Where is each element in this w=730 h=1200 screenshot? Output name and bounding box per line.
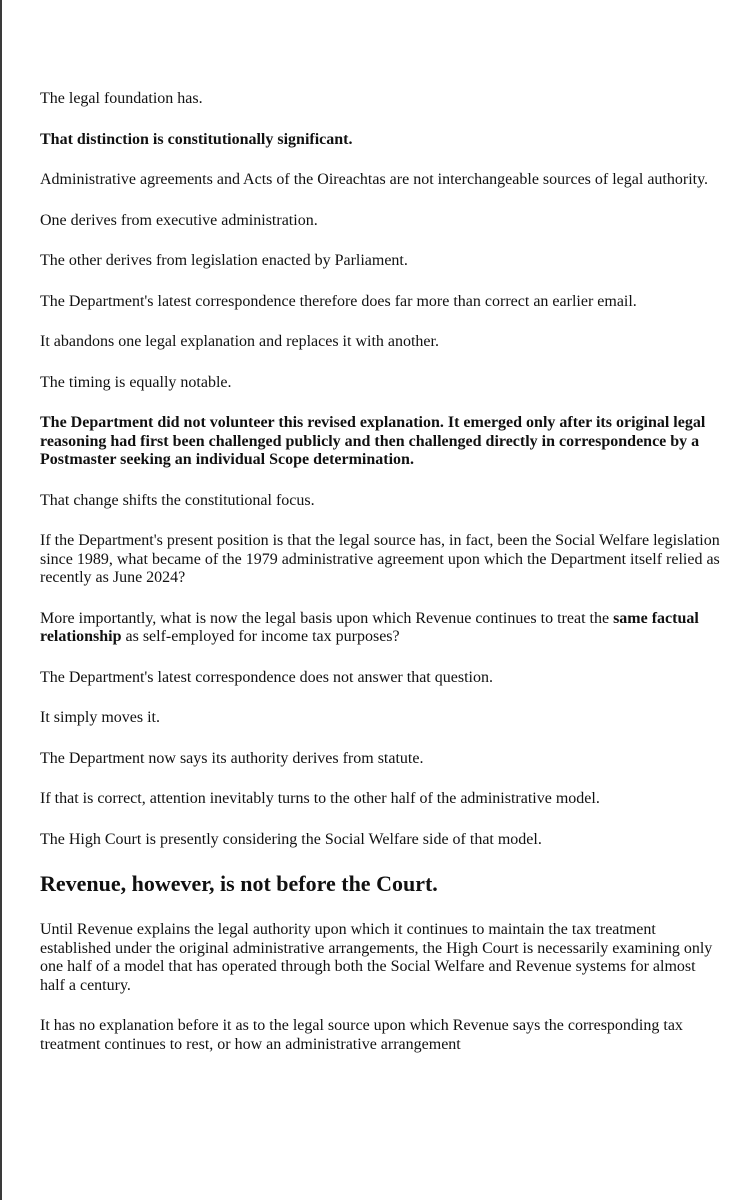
paragraph: The Department's latest correspondence does not answer that question. xyxy=(40,668,493,686)
paragraph: That change shifts the constitutional focus. xyxy=(40,491,315,509)
paragraph: Until Revenue explains the legal authority upon which it continues to maintain the tax treatment established under the original administrative arrangements, the High Court is necessarily examining only one half of a model that has operated through both the Social Welfare and Revenue systems for almost half a century. xyxy=(40,921,713,994)
paragraph-text: as self-employed for income tax purposes? xyxy=(121,628,400,645)
paragraph: The timing is equally notable. xyxy=(40,373,232,391)
paragraph: It has no explanation before it as to the legal source upon which Revenue says the corresponding tax treatment continues to rest, or how an administrative arrangement xyxy=(40,1017,683,1053)
paragraph-text: More importantly, what is now the legal basis upon which Revenue continues to treat the xyxy=(40,609,614,627)
paragraph-with-emphasis xyxy=(40,610,720,647)
paragraph: The High Court is presently considering the Social Welfare side of that model. xyxy=(40,830,542,848)
document-page xyxy=(40,90,720,1076)
paragraph: The legal foundation has. xyxy=(40,90,203,107)
paragraph: The other derives from legislation enacted by Parliament. xyxy=(40,252,408,269)
paragraph: Administrative agreements and Acts of the Oireachtas are not interchangeable sources of legal authority. xyxy=(40,171,709,188)
emphasis-text: same factual relationship xyxy=(40,609,699,645)
paragraph: If that is correct, attention inevitably turns to the other half of the administrative model. xyxy=(40,790,600,807)
paragraph: The Department's latest correspondence therefore does far more than correct an earlier email. xyxy=(40,292,637,310)
paragraph: If the Department's present position is that the legal source has, in fact, been the Social Welfare legislation since 1989, what became of the 1979 administrative agreement upon which the Department itself relied as recently as June 2024? xyxy=(40,532,720,586)
paragraph: It simply moves it. xyxy=(40,709,160,726)
paragraph: The Department now says its authority derives from statute. xyxy=(40,749,424,767)
page-edge-rule xyxy=(0,0,2,1200)
paragraph: It abandons one legal explanation and replaces it with another. xyxy=(40,333,439,350)
paragraph: One derives from executive administration. xyxy=(40,211,318,229)
section-heading: Revenue, however, is not before the Court. xyxy=(40,871,438,896)
bold-paragraph: The Department did not volunteer this revised explanation. It emerged only after its original legal reasoning had first been challenged publicly and then challenged directly in correspondence by a Postmaster seeking an individual Scope determination. xyxy=(40,414,706,468)
bold-paragraph: That distinction is constitutionally significant. xyxy=(40,130,353,148)
